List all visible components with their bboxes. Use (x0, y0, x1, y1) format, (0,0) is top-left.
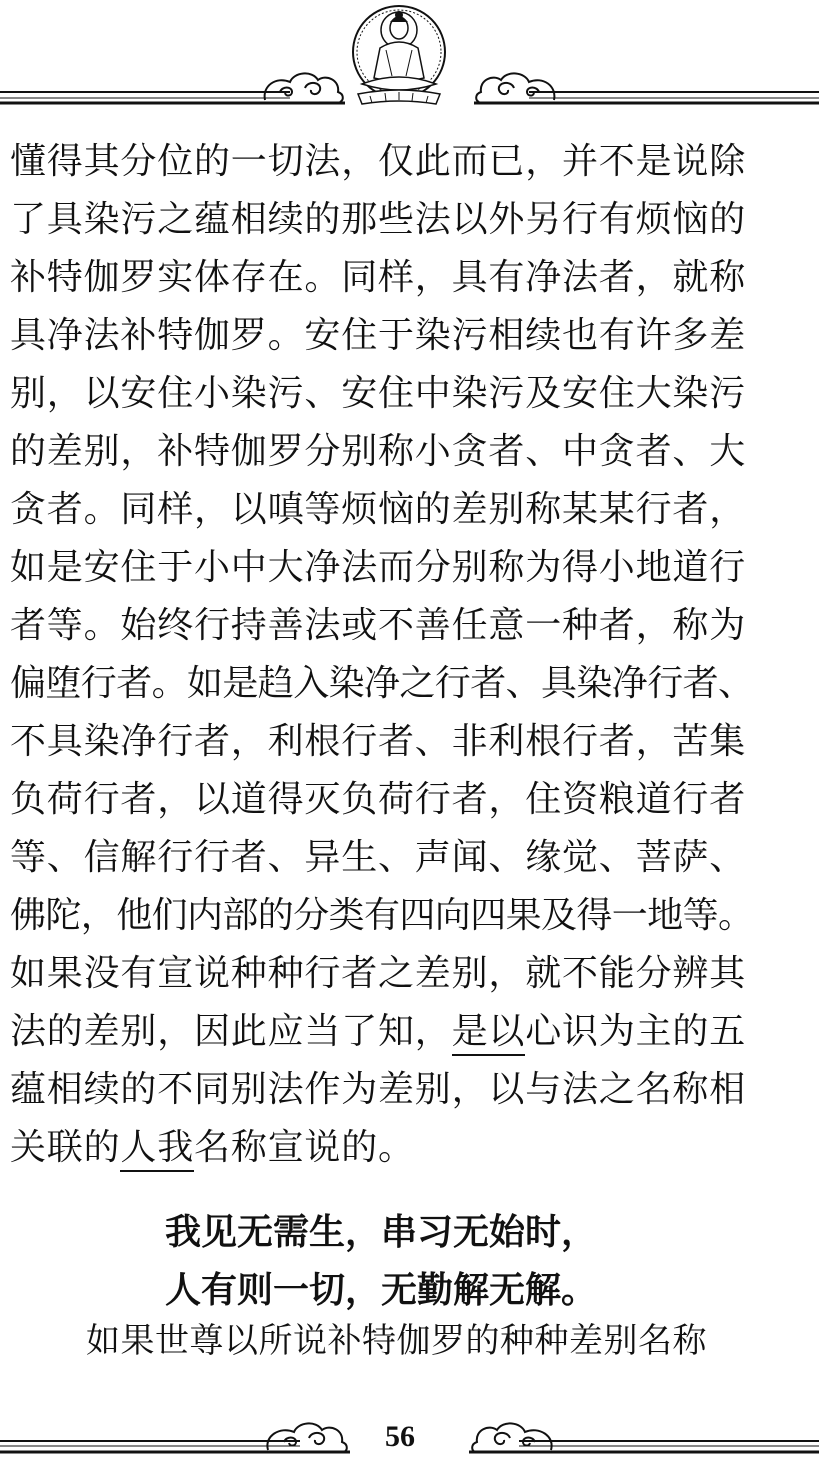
text-line: 懂得其分位的一切法，仅此而已，并不是说除 (10, 141, 747, 182)
text-line: 不具染净行者，利根行者、非利根行者，苦集 (10, 721, 747, 762)
text-line: 负荷行者，以道得灭负荷行者，住资粮道行者 (10, 779, 747, 820)
main-text-block (10, 133, 810, 1177)
underlined-phrase: 人我 (120, 1127, 194, 1172)
text-line: 贪者。同样，以嗔等烦恼的差别称某某行者， (10, 489, 747, 530)
buddha-emblem-icon (0, 0, 819, 112)
text-line: 补特伽罗实体存在。同样，具有净法者，就称 (10, 257, 747, 298)
text-line: 的差别，补特伽罗分别称小贪者、中贪者、大 (10, 431, 747, 472)
text-line: 偏堕行者。如是趋入染净之行者、具染净行者、 (10, 663, 754, 704)
text-line: 者等。始终行持善法或不善任意一种者，称为 (10, 605, 747, 646)
text-line: 蕴相续的不同别法作为差别，以与法之名称相 (10, 1069, 747, 1110)
page-number: 56 (385, 1420, 415, 1453)
continuation-paragraph: 如果世尊以所说补特伽罗的种种差别名称 (86, 1321, 707, 1361)
text-line: 佛陀，他们内部的分类有四向四果及得一地等。 (10, 895, 754, 936)
text-line: 等、信解行行者、异生、声闻、缘觉、菩萨、 (10, 837, 747, 878)
verse-block (165, 1203, 597, 1319)
underlined-phrase: 是以 (452, 1011, 526, 1056)
page-header-ornament (0, 0, 819, 112)
verse-line: 我见无需生，串习无始时， (165, 1211, 598, 1253)
verse-line: 人有则一切，无勤解无解。 (165, 1269, 598, 1311)
text-line: 如果没有宣说种种行者之差别，就不能分辨其 (10, 953, 747, 994)
text-line: 法的差别，因此应当了知，是以心识为主的五 (10, 1003, 810, 1061)
text-line: 关联的人我名称宣说的。 (10, 1119, 810, 1177)
text-line: 别，以安住小染污、安住中染污及安住大染污 (10, 373, 747, 414)
text-line: 具净法补特伽罗。安住于染污相续也有许多差 (10, 315, 747, 356)
text-line: 如是安住于小中大净法而分别称为得小地道行 (10, 547, 747, 588)
text-line: 了具染污之蕴相续的那些法以外另行有烦恼的 (10, 199, 747, 240)
